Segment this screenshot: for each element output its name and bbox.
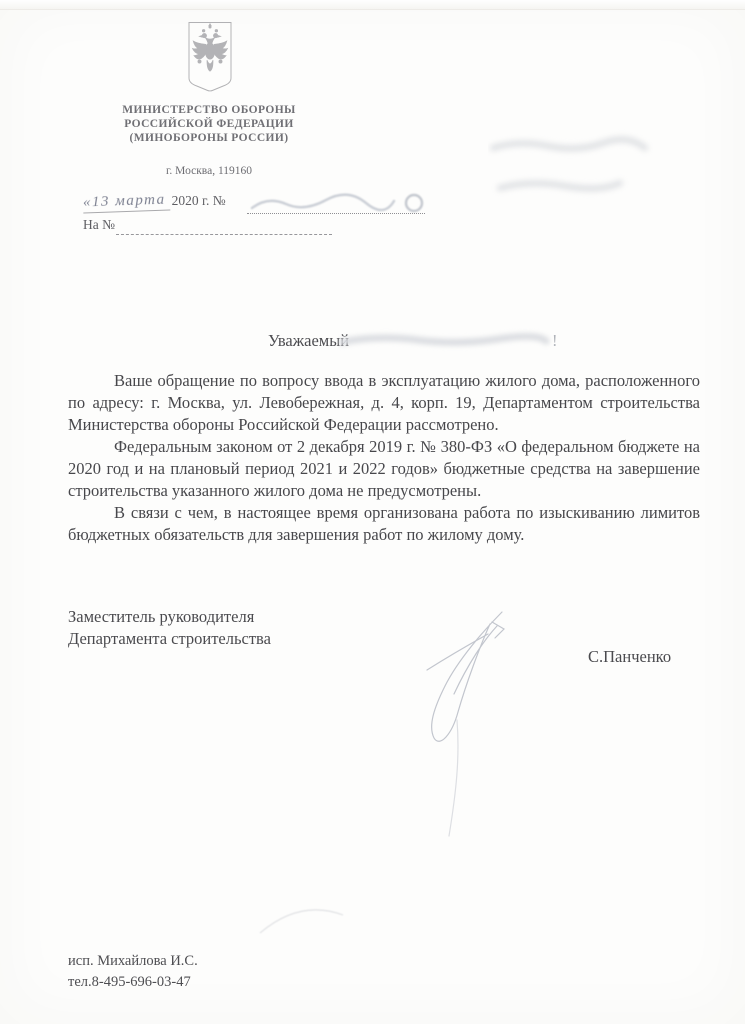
- faded-stamp-artifact: [488, 128, 653, 203]
- org-line-2: РОССИЙСКОЙ ФЕДЕРАЦИИ: [124, 118, 294, 130]
- executor-block: [68, 951, 198, 993]
- printed-date-suffix: 2020 г. №: [171, 193, 226, 208]
- reply-to-label: На №: [83, 217, 115, 232]
- letter-body: [68, 370, 700, 546]
- salutation-prefix: Уважаемый: [268, 331, 350, 350]
- signee-name: С.Панченко: [588, 647, 672, 666]
- signer-title-line-1: Заместитель руководителя: [68, 607, 255, 626]
- signer-title: [68, 606, 271, 650]
- salutation-exclamation: !: [552, 331, 558, 350]
- signer-title-line-2: Департамента строительства: [68, 629, 271, 648]
- letterhead-org-name: [114, 103, 304, 145]
- signature-scribble: [398, 598, 528, 843]
- executor-phone: тел.8-495-696-03-47: [68, 974, 191, 990]
- paragraph-federal-law: Федеральным законом от 2 декабря 2019 г. № 380-ФЗ «О федеральном бюджете на 2020 год и на плановый период 2021 и 2022 годов» бюджетные средства на завершение строительства указанного жилого дома не предусмотрены.: [68, 437, 700, 500]
- org-line-3: (МИНОБОРОНЫ РОССИИ): [129, 132, 289, 144]
- handwritten-date: «13 марта: [83, 191, 170, 213]
- executor-name: исп. Михайлова И.С.: [68, 953, 198, 969]
- scan-curve-artifact: [255, 893, 350, 941]
- reference-date-row: [83, 193, 226, 215]
- paragraph-budget-work: В связи с чем, в настоящее время организована работа по изыскиванию лимитов бюджетных обязательств для завершения работ по жилому дому.: [68, 503, 700, 544]
- outgoing-number-line: [247, 212, 425, 214]
- letterhead-address: г. Москва, 119160: [165, 165, 253, 177]
- org-line-1: МИНИСТЕРСТВО ОБОРОНЫ: [122, 104, 296, 116]
- double-headed-eagle-icon: [181, 21, 239, 93]
- faded-recipient-name: [338, 328, 553, 354]
- scan-edge-artifact: [0, 0, 745, 10]
- paragraph-building-request: Ваше обращение по вопросу ввода в эксплуатацию жилого дома, расположенного по адресу: г. Москва, ул. Левобережная, д. 4, корп. 19, Департаментом строительства Министерства обороны Российской Федерации рассмотрено.: [68, 371, 700, 434]
- reply-to-line: [116, 233, 332, 235]
